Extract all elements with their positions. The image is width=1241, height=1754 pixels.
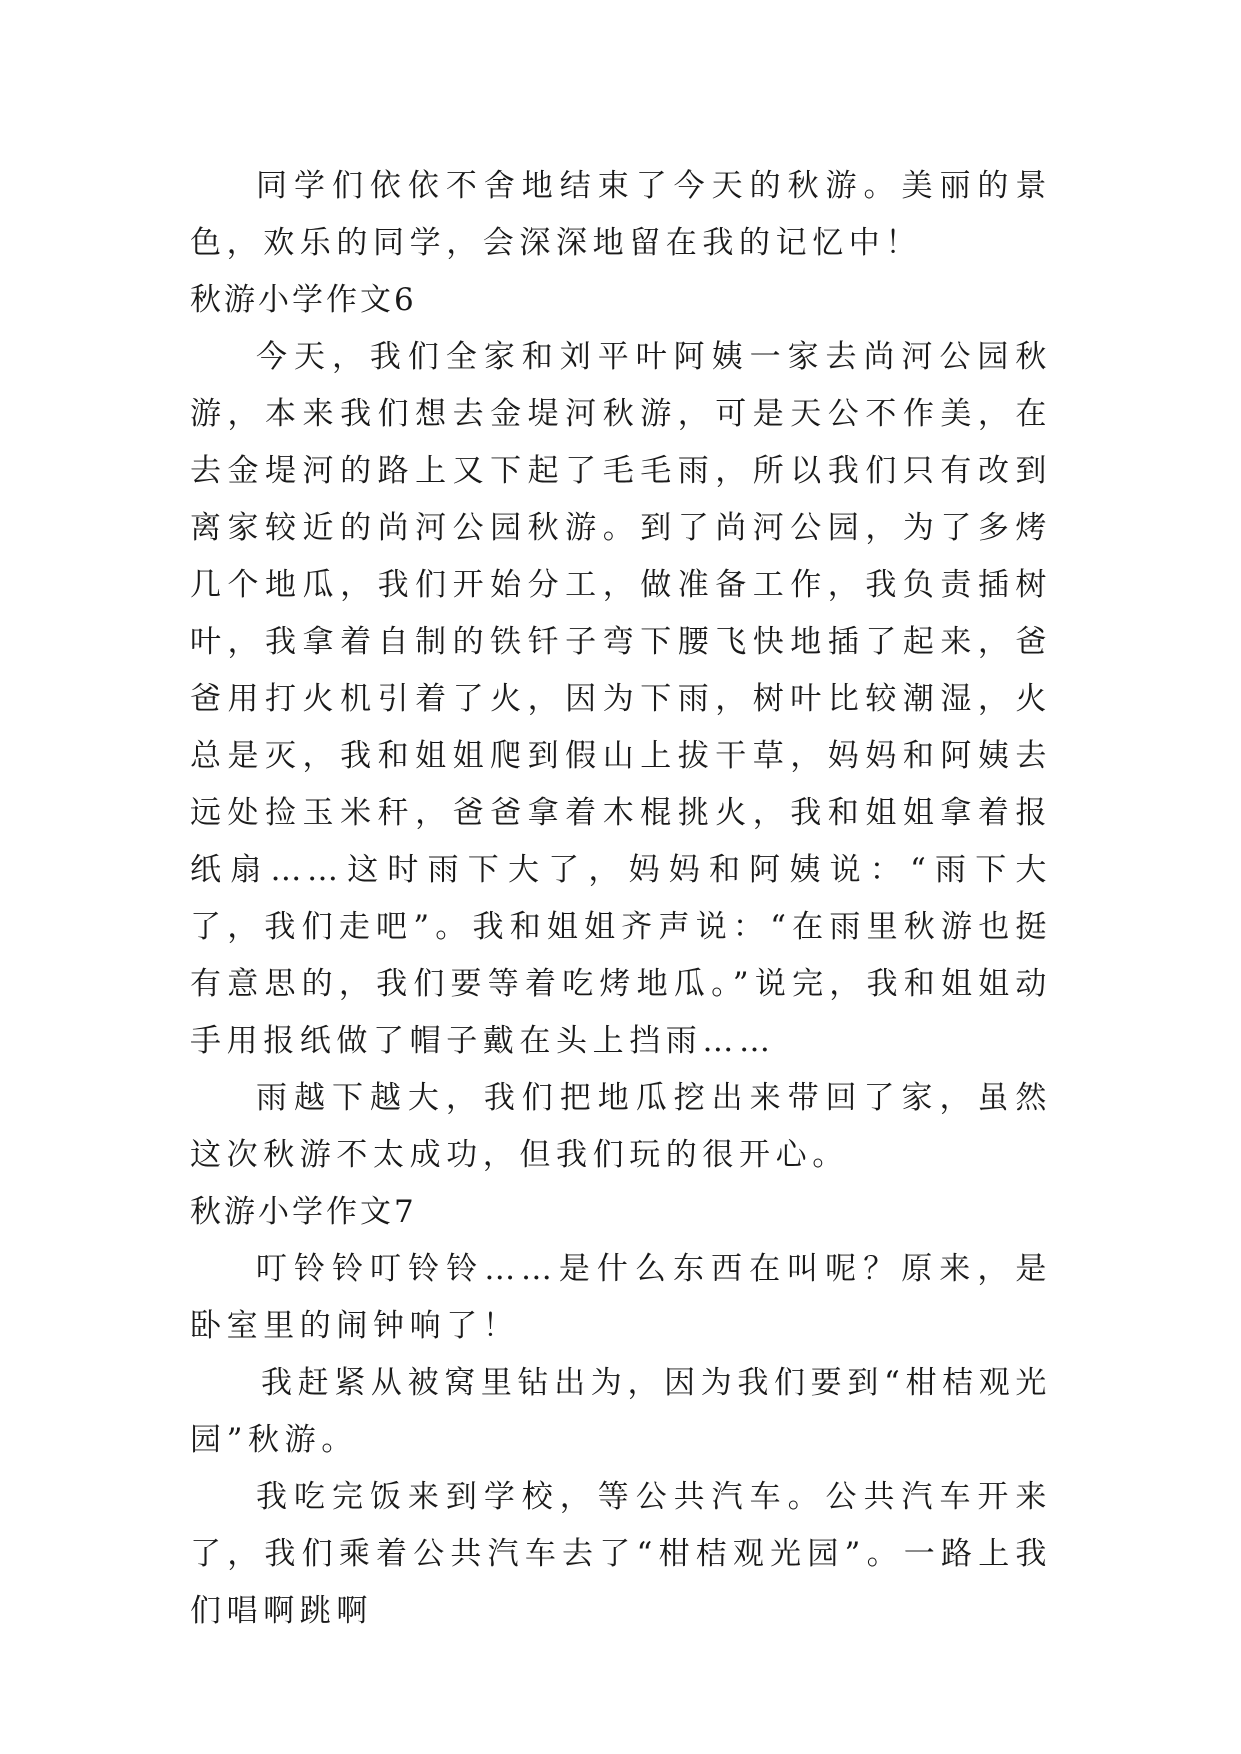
paragraph: 今天，我们全家和刘平叶阿姨一家去尚河公园秋游，本来我们想去金堤河秋游，可是天公不作美，在去金堤河的路上又下起了毛毛雨，所以我们只有改到离家较近的尚河公园秋游。到了尚河公园，为了多烤几个地瓜，我们开始分工，做准备工作，我负责插树叶，我拿着自制的铁钎子弯下腰飞快地插了起来，爸爸用打火机引着了火，因为下雨，树叶比较潮湿，火总是灭，我和姐姐爬到假山上拔干草，妈妈和阿姨去远处捡玉米秆，爸爸拿着木棍挑火，我和姐姐拿着报纸扇……这时雨下大了，妈妈和阿姨说：“雨下大了，我们走吧”。我和姐姐齐声说：“在雨里秋游也挺有意思的，我们要等着吃烤地瓜。”说完，我和姐姐动手用报纸做了帽子戴在头上挡雨……	[190, 339, 1052, 1059]
paragraph: 同学们依依不舍地结束了今天的秋游。美丽的景色，欢乐的同学，会深深地留在我的记忆中！	[190, 168, 1052, 261]
paragraph: 我赶紧从被窝里钻出为，因为我们要到“柑桔观光园”秋游。	[190, 1365, 1052, 1458]
section-heading: 秋游小学作文7	[190, 1194, 417, 1230]
document-body	[190, 158, 1052, 1640]
section-heading: 秋游小学作文6	[190, 282, 417, 318]
paragraph: 我吃完饭来到学校，等公共汽车。公共汽车开来了，我们乘着公共汽车去了“柑桔观光园”。一路上我们唱啊跳啊	[190, 1479, 1052, 1629]
paragraph: 叮铃铃叮铃铃……是什么东西在叫呢？原来，是卧室里的闹钟响了！	[190, 1251, 1052, 1344]
paragraph: 雨越下越大，我们把地瓜挖出来带回了家，虽然这次秋游不太成功，但我们玩的很开心。	[190, 1080, 1052, 1173]
